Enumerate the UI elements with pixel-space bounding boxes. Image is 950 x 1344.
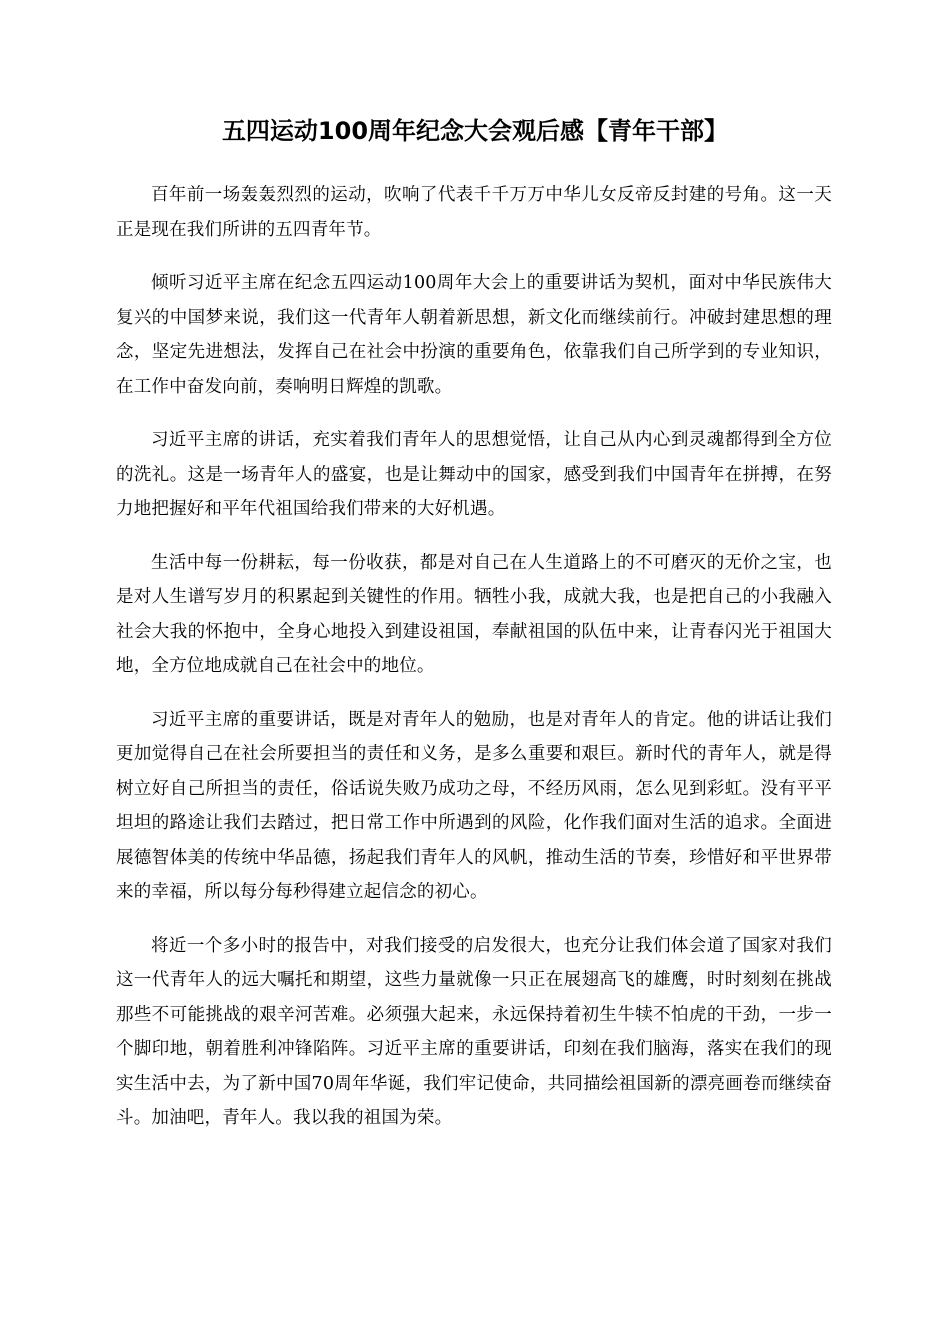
paragraph: 习近平主席的重要讲话，既是对青年人的勉励，也是对青年人的肯定。他的讲话让我们更加觉得自己在社会所要担当的责任和义务，是多么重要和艰巨。新时代的青年人，就是得树立好自己所担当的责任，俗话说失败乃成功之母，不经历风雨，怎么见到彩虹。没有平平坦坦的路途让我们去踏过，把日常工作中所遇到的风险，化作我们面对生活的追求。全面进展德智体美的传统中华品德，扬起我们青年人的风帆，推动生活的节奏，珍惜好和平世界带来的幸福，所以每分每秒得建立起信念的初心。	[116, 709, 832, 902]
paragraph: 生活中每一份耕耘，每一份收获，都是对自己在人生道路上的不可磨灭的无价之宝，也是对人生谱写岁月的积累起到关键性的作用。牺牲小我，成就大我，也是把自己的小我融入社会大我的怀抱中，全身心地投入到建设祖国，奉献祖国的队伍中来，让青春闪光于祖国大地，全方位地成就自己在社会中的地位。	[116, 552, 832, 676]
paragraph: 倾听习近平主席在纪念五四运动100周年大会上的重要讲话为契机，面对中华民族伟大复兴的中国梦来说，我们这一代青年人朝着新思想，新文化而继续前行。冲破封建思想的理念，坚定先进想法，发挥自己在社会中扮演的重要角色，依靠我们自己所学到的专业知识，在工作中奋发向前，奏响明日辉煌的凯歌。	[116, 273, 832, 397]
document-title: 五四运动100周年纪念大会观后感【青年干部】	[221, 117, 729, 145]
paragraph: 将近一个多小时的报告中，对我们接受的启发很大，也充分让我们体会道了国家对我们这一代青年人的远大嘱托和期望，这些力量就像一只正在展翅高飞的雄鹰，时时刻刻在挑战那些不可能挑战的艰辛河苦难。必须强大起来，永远保持着初生牛犊不怕虎的干劲，一步一个脚印地，朝着胜利冲锋陷阵。习近平主席的重要讲话，印刻在我们脑海，落实在我们的现实生活中去，为了新中国70周年华诞，我们牢记使命，共同描绘祖国新的漂亮画卷而继续奋斗。加油吧，青年人。我以我的祖国为荣。	[116, 935, 832, 1128]
document-body	[116, 178, 832, 1155]
paragraph: 习近平主席的讲话，充实着我们青年人的思想觉悟，让自己从内心到灵魂都得到全方位的洗礼。这是一场青年人的盛宴，也是让舞动中的国家，感受到我们中国青年在拼搏，在努力地把握好和平年代祖国给我们带来的大好机遇。	[116, 430, 832, 519]
paragraph: 百年前一场轰轰烈烈的运动，吹响了代表千千万万中华儿女反帝反封建的号角。这一天正是现在我们所讲的五四青年节。	[116, 185, 832, 240]
